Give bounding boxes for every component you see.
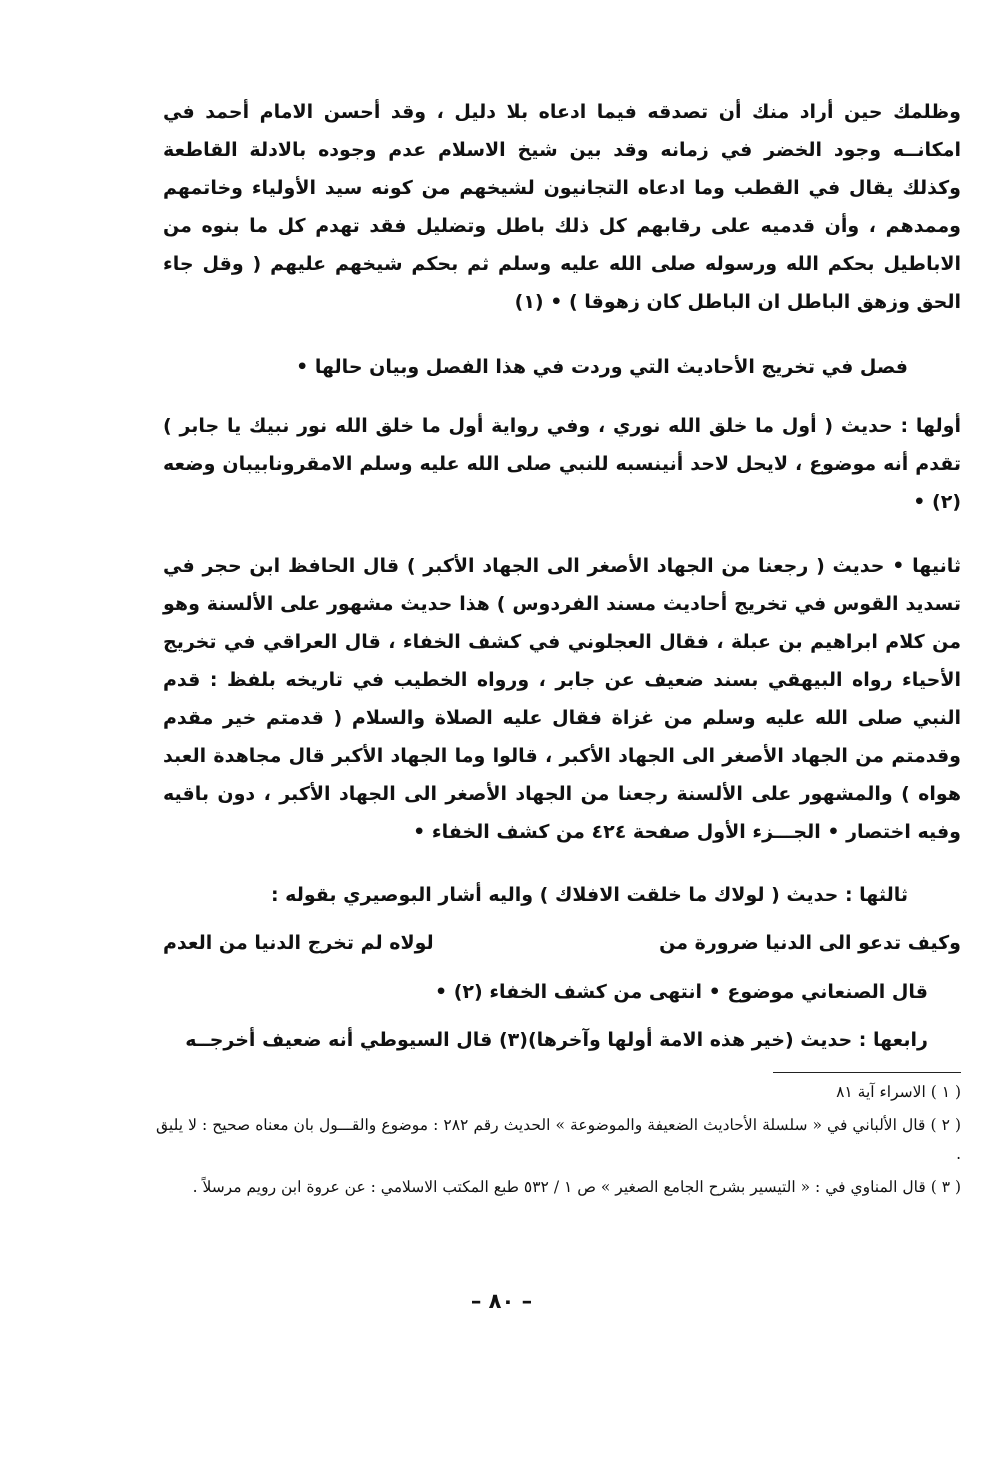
paragraph-third-hadith: ثالثها : حديث ( لولاك ما خلقت الافلاك ) واليه أشار البوصيري بقوله :	[270, 884, 908, 906]
footnote-1: ( ١ ) الاسراء آية ٨١	[836, 1083, 961, 1101]
paragraph-second-hadith: ثانيها • حديث ( رجعنا من الجهاد الأصغر الى الجهاد الأكبر ) قال الحافظ ابن حجر في تسديد القوس في تخريج أحاديث مسند الفردوس ) هذا حديث مشهور على الألسنة وهو من كلام ابراهيم بن عبلة ، فقال العجلوني في كشف الخفاء ، قال العراقي في تخريج الأحياء رواه البيهقي بسند ضعيف عن جابر ، ورواه الخطيب في تاريخه بلفظ : قدم النبي صلى الله عليه وسلم من غزاة فقال عليه الصلاة والسلام ( قدمتم خير مقدم وقدمتم من الجهاد الأصغر الى الجهاد الأكبر ، قالوا وما الجهاد الأكبر قال مجاهدة العبد هواه ) والمشهور على الألسنة رجعنا من الجهاد الأصغر الى الجهاد الأكبر ، دون باقيه وفيه اختصار • الجـــزء الأول صفحة ٤٢٤ من كشف الخفاء •	[163, 555, 961, 843]
paragraph-sanani-note: قال الصنعاني موضوع • انتهى من كشف الخفاء (٢) •	[434, 981, 928, 1003]
page-number: – ٨٠ –	[470, 1289, 533, 1313]
poetry-verse	[163, 924, 961, 962]
footnote-divider	[773, 1072, 961, 1073]
verse-second-hemistich: لولاه لم تخرج الدنيا من العدم	[163, 932, 434, 954]
section-heading: فصل في تخريج الأحاديث التي وردت في هذا الفصل وبيان حالها •	[296, 356, 908, 378]
footnotes-section	[156, 1078, 961, 1206]
verse-first-hemistich: وكيف تدعو الى الدنيا ضرورة من	[659, 932, 961, 954]
paragraph-fourth-hadith: رابعها : حديث (خير هذه الامة أولها وآخرها)(٣) قال السيوطي أنه ضعيف أخرجــه	[185, 1029, 928, 1051]
paragraph-intro: وظلمك حين أراد منك أن تصدقه فيما ادعاه بلا دليل ، وقد أحسن الامام أحمد في امكانــه وجود الخضر في زمانه وقد بين شيخ الاسلام عدم وجوده بالادلة القاطعة وكذلك يقال في القطب وما ادعاه التجانيون لشيخهم من كونه سيد الأولياء وخاتمهم وممدهم ، وأن قدميه على رقابهم كل ذلك باطل وتضليل فقد تهدم كل ما بنوه من الاباطيل بحكم الله ورسوله صلى الله عليه وسلم ثم بحكم شيخهم عليهم ( وقل جاء الحق وزهق الباطل ان الباطل كان زهوقا ) • (١)	[163, 101, 961, 313]
paragraph-first-hadith: أولها : حديث ( أول ما خلق الله نوري ، وفي رواية أول ما خلق الله نور نبيك يا جابر ) تقدم أنه موضوع ، لايحل لاحد أنينسبه للنبي صلى الله عليه وسلم الامقرونابيبان وضعه (٢) •	[163, 415, 961, 513]
footnote-2: ( ٢ ) قال الألباني في « سلسلة الأحاديث الضعيفة والموضوعة » الحديث رقم ٢٨٢ : موضوع والقـــول بان معناه صحيح : لا يليق .	[156, 1116, 961, 1163]
footnote-3: ( ٣ ) قال المناوي في : « التيسير بشرح الجامع الصغير » ص ١ / ٥٣٢ طبع المكتب الاسلامي : عن عروة ابن رويم مرسلاً .	[192, 1178, 961, 1196]
